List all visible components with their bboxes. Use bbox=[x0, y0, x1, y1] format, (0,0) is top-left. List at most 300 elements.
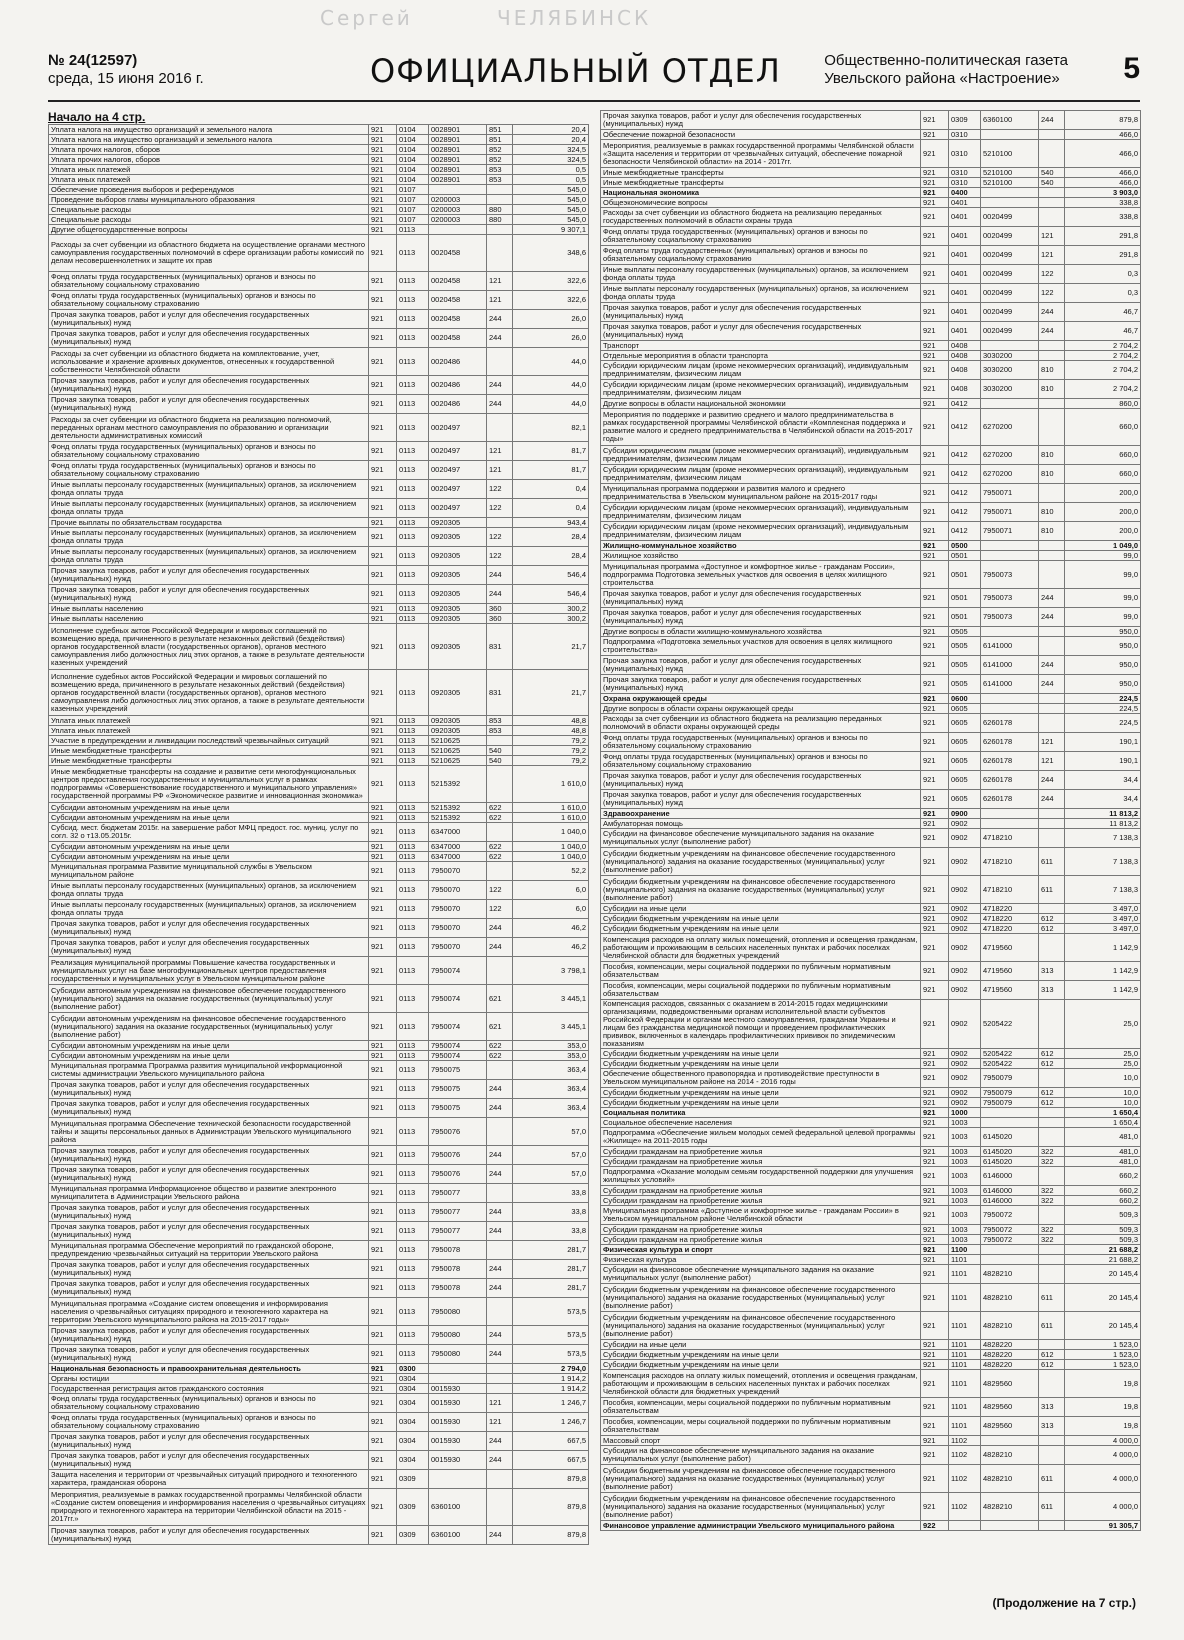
expense-name: Обеспечение общественного правопорядка и противодействие преступности в Увельском муниципальном районе на 2014 - 2016 годы bbox=[601, 1069, 921, 1088]
amount: 44,0 bbox=[513, 348, 589, 376]
admin-code: 921 bbox=[369, 1061, 397, 1080]
table-row bbox=[601, 904, 1141, 914]
expense-name: Специальные расходы bbox=[49, 215, 369, 225]
target-code: 7950074 bbox=[429, 957, 487, 985]
target-code: 6145020 bbox=[981, 1128, 1039, 1147]
admin-code: 921 bbox=[369, 235, 397, 272]
amount: 44,0 bbox=[513, 395, 589, 414]
expense-name: Прочая закупка товаров, работ и услуг для обеспечения государственных (муниципальных) нужд bbox=[49, 395, 369, 414]
expense-name: Субсидии автономным учреждениям на иные цели bbox=[49, 1041, 369, 1051]
expense-name: Муниципальная программа Программа развития муниципальной информационной системы администрации Увельского муниципального района bbox=[49, 1061, 369, 1080]
expense-type-code: 121 bbox=[487, 442, 513, 461]
target-code: 7950076 bbox=[429, 1165, 487, 1184]
target-code: 0015930 bbox=[429, 1413, 487, 1432]
table-row bbox=[601, 1108, 1141, 1118]
amount: 0,3 bbox=[1065, 284, 1141, 303]
expense-name: Национальная экономика bbox=[601, 188, 921, 198]
admin-code: 921 bbox=[921, 876, 949, 904]
table-row bbox=[49, 852, 589, 862]
expense-type-code bbox=[487, 1384, 513, 1394]
admin-code: 921 bbox=[369, 175, 397, 185]
expense-name: Прочая закупка товаров, работ и услуг для обеспечения государственных (муниципальных) нужд bbox=[49, 585, 369, 604]
expense-name: Прочая закупка товаров, работ и услуг для обеспечения государственных (муниципальных) нужд bbox=[601, 589, 921, 608]
expense-type-code: 621 bbox=[487, 985, 513, 1013]
expense-name: Иные выплаты населению bbox=[49, 614, 369, 624]
amount: 667,5 bbox=[513, 1451, 589, 1470]
admin-code: 921 bbox=[369, 395, 397, 414]
amount: 950,0 bbox=[1065, 627, 1141, 637]
expense-name: Субсидии автономным учреждениям на иные цели bbox=[49, 852, 369, 862]
section-code: 0902 bbox=[949, 1049, 981, 1059]
amount: 300,2 bbox=[513, 614, 589, 624]
amount: 667,5 bbox=[513, 1432, 589, 1451]
expense-type-code: 612 bbox=[1039, 1059, 1065, 1069]
expense-type-code: 611 bbox=[1039, 1493, 1065, 1521]
table-row bbox=[601, 1088, 1141, 1098]
expense-name: Субсидии юридическим лицам (кроме некоммерческих организаций), индивидуальным предпринимателям, физическим лицам bbox=[601, 465, 921, 484]
table-row bbox=[49, 938, 589, 957]
target-code: 0020497 bbox=[429, 442, 487, 461]
table-row bbox=[49, 1184, 589, 1203]
table-row bbox=[601, 876, 1141, 904]
admin-code: 921 bbox=[921, 1417, 949, 1436]
section-code: 0113 bbox=[397, 1222, 429, 1241]
target-code: 0920305 bbox=[429, 604, 487, 614]
expense-name: Фонд оплаты труда государственных (муниципальных) органов и взносы по обязательному социальному страхованию bbox=[49, 272, 369, 291]
table-row bbox=[601, 1000, 1141, 1049]
admin-code: 921 bbox=[921, 208, 949, 227]
admin-code: 921 bbox=[921, 934, 949, 962]
amount: 28,4 bbox=[513, 528, 589, 547]
admin-code: 921 bbox=[369, 1279, 397, 1298]
admin-code: 921 bbox=[369, 604, 397, 614]
target-code: 0015930 bbox=[429, 1394, 487, 1413]
section-code: 0902 bbox=[949, 829, 981, 848]
table-row bbox=[49, 919, 589, 938]
expense-name: Обеспечение проведения выборов и референдумов bbox=[49, 185, 369, 195]
expense-type-code bbox=[487, 1489, 513, 1526]
expense-name: Субсидии гражданам на приобретение жилья bbox=[601, 1235, 921, 1245]
amount: 466,0 bbox=[1065, 140, 1141, 168]
expense-type-code bbox=[1039, 1000, 1065, 1049]
expense-type-code: 244 bbox=[1039, 656, 1065, 675]
expense-name: Иные выплаты населению bbox=[49, 604, 369, 614]
issue-date: среда, 15 июня 2016 г. bbox=[48, 70, 204, 87]
target-code: 6260178 bbox=[981, 714, 1039, 733]
section-code: 0400 bbox=[949, 188, 981, 198]
amount: 1 650,4 bbox=[1065, 1118, 1141, 1128]
amount: 26,0 bbox=[513, 310, 589, 329]
table-row bbox=[601, 503, 1141, 522]
target-code: 7950071 bbox=[981, 522, 1039, 541]
expense-name: Муниципальная программа Обеспечение технической безопасности государственной тайны и защиты персональных данных в Администрации Увельского муниципального района bbox=[49, 1118, 369, 1146]
section-code: 0113 bbox=[397, 1080, 429, 1099]
expense-type-code: 121 bbox=[487, 272, 513, 291]
expense-type-code bbox=[1039, 409, 1065, 446]
section-code: 1003 bbox=[949, 1235, 981, 1245]
amount: 1 914,2 bbox=[513, 1374, 589, 1384]
expense-name: Пособия, компенсации, меры социальной поддержки по публичным нормативным обязательствам bbox=[601, 981, 921, 1000]
section-code: 0408 bbox=[949, 361, 981, 380]
admin-code: 921 bbox=[369, 1451, 397, 1470]
expense-type-code: 360 bbox=[487, 614, 513, 624]
admin-code: 921 bbox=[921, 541, 949, 551]
admin-code: 921 bbox=[921, 1265, 949, 1284]
amount: 1 610,0 bbox=[513, 813, 589, 823]
amount: 33,8 bbox=[513, 1222, 589, 1241]
section-code: 0113 bbox=[397, 803, 429, 813]
expense-type-code bbox=[487, 823, 513, 842]
admin-code: 921 bbox=[369, 1470, 397, 1489]
target-code: 0020458 bbox=[429, 235, 487, 272]
admin-code: 921 bbox=[369, 585, 397, 604]
table-row bbox=[601, 446, 1141, 465]
table-row bbox=[601, 1147, 1141, 1157]
section-code: 0113 bbox=[397, 528, 429, 547]
expense-name: Прочая закупка товаров, работ и услуг для обеспечения государственных (муниципальных) нужд bbox=[49, 919, 369, 938]
amount: 200,0 bbox=[1065, 503, 1141, 522]
table-row bbox=[49, 185, 589, 195]
admin-code: 921 bbox=[921, 848, 949, 876]
amount: 348,6 bbox=[513, 235, 589, 272]
table-row bbox=[49, 566, 589, 585]
table-row bbox=[49, 1451, 589, 1470]
target-code: 6260178 bbox=[981, 790, 1039, 809]
section-code: 0902 bbox=[949, 1000, 981, 1049]
expense-name: Расходы за счет субвенции из областного бюджета на реализацию полномочий, переданных органам местного самоуправления по образованию и организации деятельности административных комиссий bbox=[49, 414, 369, 442]
section-code: 0107 bbox=[397, 185, 429, 195]
expense-name: Муниципальная программа «Доступное и комфортное жилье - гражданам России» в Увельском муниципальном районе Челябинской области bbox=[601, 1206, 921, 1225]
expense-type-code bbox=[1039, 198, 1065, 208]
section-code: 0113 bbox=[397, 480, 429, 499]
expense-type-code: 244 bbox=[487, 376, 513, 395]
admin-code: 921 bbox=[369, 376, 397, 395]
amount: 0,4 bbox=[513, 480, 589, 499]
expense-type-code: 244 bbox=[1039, 608, 1065, 627]
expense-type-code bbox=[487, 235, 513, 272]
expense-name: Амбулаторная помощь bbox=[601, 819, 921, 829]
admin-code: 921 bbox=[921, 198, 949, 208]
expense-type-code: 244 bbox=[487, 919, 513, 938]
target-code: 0020499 bbox=[981, 284, 1039, 303]
expense-type-code bbox=[487, 957, 513, 985]
target-code: 6145020 bbox=[981, 1157, 1039, 1167]
admin-code: 921 bbox=[921, 1186, 949, 1196]
target-code: 5210625 bbox=[429, 746, 487, 756]
table-row bbox=[601, 561, 1141, 589]
target-code bbox=[981, 819, 1039, 829]
expense-name: Субсидии гражданам на приобретение жилья bbox=[601, 1225, 921, 1235]
amount: 46,2 bbox=[513, 938, 589, 957]
amount: 0,5 bbox=[513, 165, 589, 175]
amount: 20,4 bbox=[513, 135, 589, 145]
target-code: 6347000 bbox=[429, 852, 487, 862]
expense-name: Подпрограмма «Обеспечение жильем молодых семей федеральной целевой программы «Жилище» на 2011-2015 годы bbox=[601, 1128, 921, 1147]
section-code: 0113 bbox=[397, 919, 429, 938]
expense-name: Расходы за счет субвенции из областного бюджета на реализацию переданных государственных полномочий в области охраны труда bbox=[601, 208, 921, 227]
expense-name: Прочая закупка товаров, работ и услуг для обеспечения государственных (муниципальных) нужд bbox=[49, 1203, 369, 1222]
expense-type-code: 244 bbox=[487, 1222, 513, 1241]
expense-type-code: 244 bbox=[487, 938, 513, 957]
expense-type-code: 360 bbox=[487, 604, 513, 614]
table-row bbox=[49, 746, 589, 756]
expense-type-code: 852 bbox=[487, 145, 513, 155]
target-code bbox=[429, 185, 487, 195]
table-row bbox=[49, 1203, 589, 1222]
admin-code: 921 bbox=[921, 1350, 949, 1360]
target-code bbox=[429, 225, 487, 235]
admin-code: 921 bbox=[921, 694, 949, 704]
admin-code: 921 bbox=[921, 111, 949, 130]
expense-type-code bbox=[1039, 1521, 1065, 1531]
admin-code: 921 bbox=[369, 842, 397, 852]
admin-code: 921 bbox=[369, 813, 397, 823]
expense-type-code: 244 bbox=[1039, 303, 1065, 322]
expense-type-code: 244 bbox=[487, 1451, 513, 1470]
budget-table-right bbox=[600, 110, 1141, 1531]
target-code: 7950070 bbox=[429, 881, 487, 900]
amount: 660,2 bbox=[1065, 1186, 1141, 1196]
admin-code: 921 bbox=[921, 1446, 949, 1465]
table-row bbox=[601, 361, 1141, 380]
table-row bbox=[49, 376, 589, 395]
admin-code: 921 bbox=[369, 736, 397, 746]
continued-from-heading: Начало на 4 стр. bbox=[48, 110, 146, 124]
section-code: 0300 bbox=[397, 1364, 429, 1374]
admin-code: 921 bbox=[369, 348, 397, 376]
admin-code: 921 bbox=[921, 1128, 949, 1147]
expense-type-code: 612 bbox=[1039, 1098, 1065, 1108]
expense-type-code: 851 bbox=[487, 125, 513, 135]
table-row bbox=[49, 1432, 589, 1451]
expense-type-code bbox=[1039, 561, 1065, 589]
admin-code: 921 bbox=[369, 225, 397, 235]
expense-type-code bbox=[1039, 351, 1065, 361]
section-code: 0113 bbox=[397, 1041, 429, 1051]
expense-type-code: 622 bbox=[487, 852, 513, 862]
admin-code: 921 bbox=[369, 1394, 397, 1413]
section-code: 0900 bbox=[949, 809, 981, 819]
amount: 363,4 bbox=[513, 1099, 589, 1118]
expense-name: Субсидии на иные цели bbox=[601, 904, 921, 914]
table-row bbox=[49, 291, 589, 310]
table-row bbox=[601, 914, 1141, 924]
right-column bbox=[600, 110, 1140, 1531]
expense-name: Специальные расходы bbox=[49, 205, 369, 215]
target-code: 4828210 bbox=[981, 1493, 1039, 1521]
expense-type-code: 622 bbox=[487, 842, 513, 852]
section-code: 0113 bbox=[397, 736, 429, 746]
expense-name: Государственная регистрация актов гражданского состояния bbox=[49, 1384, 369, 1394]
target-code: 4828220 bbox=[981, 1360, 1039, 1370]
section-code: 0902 bbox=[949, 924, 981, 934]
expense-type-code: 611 bbox=[1039, 848, 1065, 876]
expense-type-code bbox=[487, 1298, 513, 1326]
table-row bbox=[601, 714, 1141, 733]
amount: 99,0 bbox=[1065, 589, 1141, 608]
admin-code: 921 bbox=[369, 125, 397, 135]
table-row bbox=[601, 1186, 1141, 1196]
expense-type-code bbox=[1039, 140, 1065, 168]
amount: 25,0 bbox=[1065, 1059, 1141, 1069]
expense-type-code bbox=[487, 1184, 513, 1203]
expense-type-code bbox=[487, 736, 513, 746]
expense-type-code: 322 bbox=[1039, 1147, 1065, 1157]
section-code: 0113 bbox=[397, 756, 429, 766]
section-code: 0104 bbox=[397, 175, 429, 185]
expense-type-code bbox=[1039, 1245, 1065, 1255]
admin-code: 921 bbox=[369, 1041, 397, 1051]
table-row bbox=[49, 1413, 589, 1432]
table-row bbox=[601, 541, 1141, 551]
target-code bbox=[429, 1364, 487, 1374]
amount: 2 704,2 bbox=[1065, 341, 1141, 351]
section-code: 0605 bbox=[949, 752, 981, 771]
amount: 190,1 bbox=[1065, 733, 1141, 752]
target-code bbox=[429, 1470, 487, 1489]
expense-type-code: 244 bbox=[487, 1260, 513, 1279]
amount: 3 798,1 bbox=[513, 957, 589, 985]
section-code: 1000 bbox=[949, 1108, 981, 1118]
amount: 1 523,0 bbox=[1065, 1340, 1141, 1350]
table-row bbox=[49, 195, 589, 205]
amount: 9 307,1 bbox=[513, 225, 589, 235]
admin-code: 921 bbox=[921, 656, 949, 675]
target-code: 7950079 bbox=[981, 1098, 1039, 1108]
target-code: 7950077 bbox=[429, 1222, 487, 1241]
amount: 545,0 bbox=[513, 185, 589, 195]
table-row bbox=[601, 409, 1141, 446]
expense-name: Уплата налога на имущество организаций и земельного налога bbox=[49, 135, 369, 145]
section-code: 0501 bbox=[949, 589, 981, 608]
section-code: 0113 bbox=[397, 938, 429, 957]
amount: 3 497,0 bbox=[1065, 914, 1141, 924]
section-code: 0113 bbox=[397, 823, 429, 842]
target-code: 4719560 bbox=[981, 981, 1039, 1000]
target-code: 0020486 bbox=[429, 395, 487, 414]
amount: 7 138,3 bbox=[1065, 829, 1141, 848]
expense-type-code bbox=[1039, 904, 1065, 914]
target-code: 4718210 bbox=[981, 876, 1039, 904]
section-code: 0113 bbox=[397, 614, 429, 624]
expense-type-code: 244 bbox=[487, 1345, 513, 1364]
expense-name: Подпрограмма «Подготовка земельных участков для освоения в целях жилищного строительства» bbox=[601, 637, 921, 656]
section-code: 0310 bbox=[949, 168, 981, 178]
expense-name: Иные выплаты персоналу государственных (муниципальных) органов, за исключением фонда оплаты труда bbox=[49, 528, 369, 547]
expense-name: Субсидии бюджетным учреждениям на иные цели bbox=[601, 1088, 921, 1098]
expense-name: Субсидии бюджетным учреждениям на иные цели bbox=[601, 1098, 921, 1108]
table-row bbox=[601, 981, 1141, 1000]
budget-table-right-body bbox=[601, 111, 1141, 1531]
target-code: 7950075 bbox=[429, 1080, 487, 1099]
amount: 660,2 bbox=[1065, 1167, 1141, 1186]
amount: 466,0 bbox=[1065, 178, 1141, 188]
amount: 7 138,3 bbox=[1065, 848, 1141, 876]
amount: 1 523,0 bbox=[1065, 1350, 1141, 1360]
target-code: 4828210 bbox=[981, 1312, 1039, 1340]
bleed-through-text: Сергей ЧЕЛЯБИНСК bbox=[320, 6, 652, 30]
table-row bbox=[601, 809, 1141, 819]
section-code: 0113 bbox=[397, 225, 429, 235]
expense-name: Фонд оплаты труда государственных (муниципальных) органов и взносы по обязательному социальному страхованию bbox=[49, 1394, 369, 1413]
expense-name: Пособия, компенсации, меры социальной поддержки по публичным нормативным обязательствам bbox=[601, 962, 921, 981]
table-row bbox=[49, 1013, 589, 1041]
expense-type-code bbox=[1039, 1255, 1065, 1265]
section-code: 0412 bbox=[949, 446, 981, 465]
target-code: 4829560 bbox=[981, 1398, 1039, 1417]
admin-code: 921 bbox=[369, 528, 397, 547]
target-code: 0200003 bbox=[429, 195, 487, 205]
expense-name: Прочая закупка товаров, работ и услуг для обеспечения государственных (муниципальных) нужд bbox=[49, 1279, 369, 1298]
amount: 860,0 bbox=[1065, 399, 1141, 409]
amount: 481,0 bbox=[1065, 1147, 1141, 1157]
admin-code: 921 bbox=[369, 716, 397, 726]
admin-code: 921 bbox=[921, 981, 949, 1000]
table-row bbox=[601, 1465, 1141, 1493]
admin-code: 921 bbox=[921, 322, 949, 341]
section-code: 0113 bbox=[397, 900, 429, 919]
amount: 545,0 bbox=[513, 205, 589, 215]
admin-code: 921 bbox=[921, 361, 949, 380]
table-row bbox=[601, 1069, 1141, 1088]
amount: 57,0 bbox=[513, 1118, 589, 1146]
expense-type-code: 244 bbox=[487, 1526, 513, 1545]
expense-type-code: 121 bbox=[487, 461, 513, 480]
target-code: 7950071 bbox=[981, 503, 1039, 522]
admin-code: 921 bbox=[369, 1364, 397, 1374]
table-row bbox=[49, 842, 589, 852]
section-code: 0605 bbox=[949, 790, 981, 809]
table-row bbox=[601, 1340, 1141, 1350]
expense-type-code: 121 bbox=[487, 1413, 513, 1432]
target-code: 5205422 bbox=[981, 1059, 1039, 1069]
table-row bbox=[49, 215, 589, 225]
expense-name: Уплата прочих налогов, сборов bbox=[49, 155, 369, 165]
target-code bbox=[981, 1436, 1039, 1446]
expense-name: Муниципальная программа поддержки и развития малого и среднего предпринимательства в Увельском муниципальном районе на 2015-2017 годы bbox=[601, 484, 921, 503]
section-code: 0113 bbox=[397, 1345, 429, 1364]
expense-type-code: 322 bbox=[1039, 1186, 1065, 1196]
target-code: 7950073 bbox=[981, 561, 1039, 589]
section-code: 0113 bbox=[397, 235, 429, 272]
target-code: 0028901 bbox=[429, 145, 487, 155]
continuation-note: (Продолжение на 7 стр.) bbox=[992, 1596, 1136, 1610]
section-code: 1101 bbox=[949, 1360, 981, 1370]
table-row bbox=[49, 1298, 589, 1326]
amount: 546,4 bbox=[513, 566, 589, 585]
amount: 224,5 bbox=[1065, 694, 1141, 704]
admin-code: 921 bbox=[921, 484, 949, 503]
section-code: 0501 bbox=[949, 551, 981, 561]
section-code: 0113 bbox=[397, 1241, 429, 1260]
target-code: 4828210 bbox=[981, 1465, 1039, 1493]
admin-code: 921 bbox=[369, 1118, 397, 1146]
table-row bbox=[49, 1165, 589, 1184]
expense-name: Прочие выплаты по обязательствам государства bbox=[49, 518, 369, 528]
expense-type-code: 244 bbox=[1039, 675, 1065, 694]
admin-code: 921 bbox=[921, 380, 949, 399]
amount: 46,7 bbox=[1065, 303, 1141, 322]
expense-name: Прочая закупка товаров, работ и услуг для обеспечения государственных (муниципальных) нужд bbox=[601, 675, 921, 694]
expense-type-code bbox=[487, 518, 513, 528]
amount: 322,6 bbox=[513, 291, 589, 310]
newspaper-name-line2: Увельского района «Настроение» bbox=[824, 70, 1060, 87]
admin-code: 921 bbox=[921, 140, 949, 168]
admin-code: 921 bbox=[369, 1203, 397, 1222]
table-row bbox=[601, 934, 1141, 962]
amount: 281,7 bbox=[513, 1279, 589, 1298]
issue-number: № 24(12597) bbox=[48, 52, 138, 69]
